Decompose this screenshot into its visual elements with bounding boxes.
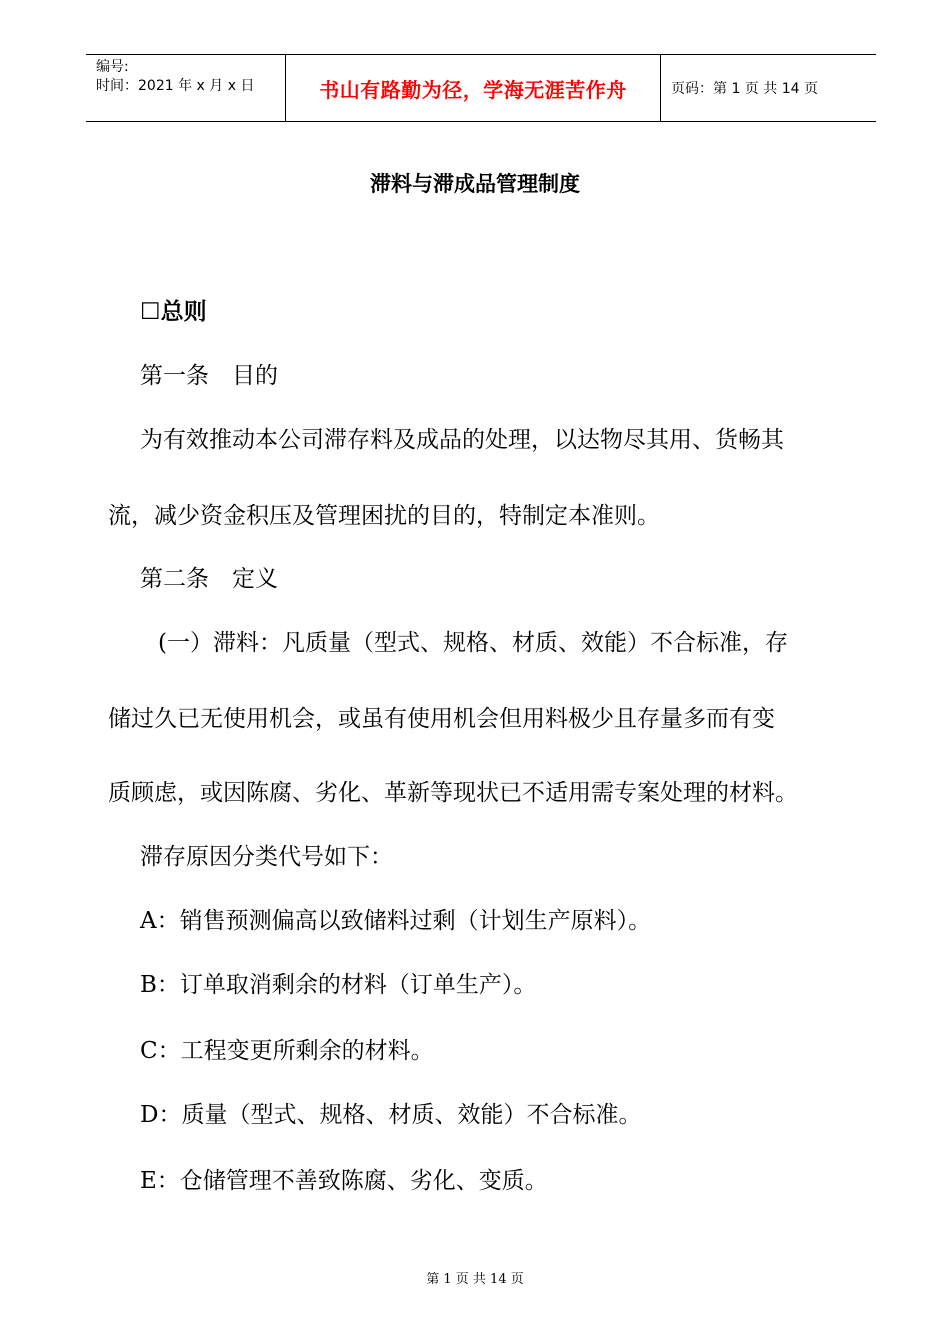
paragraph-line: 滞存原因分类代号如下：: [140, 844, 393, 870]
paragraph-line: (一）滞料：凡质量（型式、规格、材质、效能）不合标准，存: [158, 630, 788, 656]
header-meta: [86, 55, 286, 121]
page-header: [86, 54, 876, 122]
list-item: B：订单取消剩余的材料（订单生产）。: [140, 972, 537, 998]
article-2-heading: 第二条 定义: [140, 566, 278, 592]
paragraph-line: 质顾虑，或因陈腐、劣化、革新等现状已不适用需专案处理的材料。: [108, 780, 798, 806]
section-heading: ☐总则: [140, 299, 207, 325]
list-item: D：质量（型式、规格、材质、效能）不合标准。: [140, 1102, 642, 1128]
list-item: C：工程变更所剩余的材料。: [140, 1038, 434, 1064]
page-footer: 第 1 页 共 14 页: [426, 1272, 524, 1287]
document-number-label: 编号:: [96, 59, 129, 75]
list-item: E：仓储管理不善致陈腐、劣化、变质。: [140, 1168, 548, 1194]
paragraph-line: 储过久已无使用机会，或虽有使用机会但用料极少且存量多而有变: [108, 706, 775, 732]
header-motto: 书山有路勤为径，学海无涯苦作舟: [286, 55, 661, 121]
paragraph-line: 为有效推动本公司滞存料及成品的处理，以达物尽其用、货畅其: [140, 427, 784, 453]
header-page-label: 页码：第 1 页 共 14 页: [671, 81, 818, 97]
document-time-label: 时间：2021 年 x 月 x 日: [96, 78, 255, 94]
document-title: 滞料与滞成品管理制度: [370, 172, 580, 196]
article-1-heading: 第一条 目的: [140, 363, 278, 389]
paragraph-line: 流，减少资金积压及管理困扰的目的，特制定本准则。: [108, 503, 660, 529]
list-item: A：销售预测偏高以致储料过剩（计划生产原料）。: [140, 908, 652, 934]
